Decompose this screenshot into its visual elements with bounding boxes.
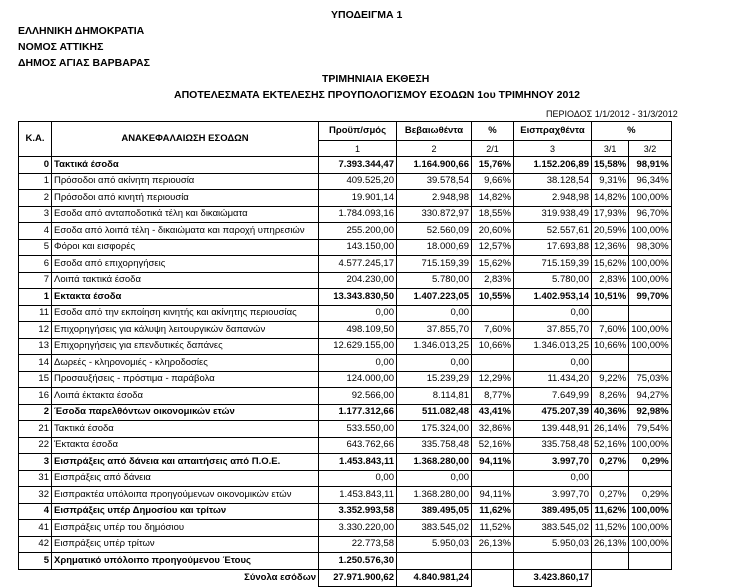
cell-certified: 5.780,00 [397,272,472,289]
cell-pct-2-1 [472,305,514,322]
totals-p32-blank [629,569,672,586]
cell-pct-3-2: 100,00% [629,322,672,339]
cell-collected: 38.128,54 [514,173,592,190]
cell-pct-2-1: 15,62% [472,256,514,273]
cell-collected: 5.780,00 [514,272,592,289]
cell-collected: 0,00 [514,305,592,322]
cell-collected: 3.997,70 [514,454,592,471]
cell-budget: 1.453.843,11 [319,487,397,504]
cell-ka: 5 [19,239,52,256]
cell-ka: 5 [19,553,52,570]
cell-budget: 0,00 [319,305,397,322]
cell-pct-3-2: 100,00% [629,338,672,355]
cell-pct-2-1: 32,86% [472,421,514,438]
col-sub-collected: 3 [514,141,592,157]
header-row [19,122,672,141]
cell-certified: 5.950,03 [397,536,472,553]
cell-pct-2-1: 11,62% [472,503,514,520]
cell-ka: 7 [19,272,52,289]
cell-pct-2-1: 7,60% [472,322,514,339]
cell-certified: 1.164.900,66 [397,157,472,174]
cell-ka: 6 [19,256,52,273]
table-row [19,322,672,339]
cell-collected: 475.207,39 [514,404,592,421]
cell-pct-2-1: 26,13% [472,536,514,553]
table-row [19,536,672,553]
cell-label: Πρόσοδοι από κινητή περιουσία [52,190,319,207]
cell-pct-3-1 [592,470,629,487]
cell-pct-3-2: 100,00% [629,437,672,454]
cell-collected: 0,00 [514,355,592,372]
cell-pct-3-2: 94,27% [629,388,672,405]
col-sub-p32: 3/2 [629,141,672,157]
cell-ka: 16 [19,388,52,405]
cell-budget: 1.784.093,16 [319,206,397,223]
cell-pct-3-2: 100,00% [629,520,672,537]
cell-pct-3-1: 17,93% [592,206,629,223]
table-row [19,157,672,174]
cell-pct-3-1: 26,13% [592,536,629,553]
cell-label: Εσοδα από την εκποίηση κινητής και ακίνητης περιουσίας [52,305,319,322]
cell-label: Εισπράξεις υπέρ τρίτων [52,536,319,553]
cell-label: Εισπράξεις υπέρ του δημόσιου [52,520,319,537]
cell-certified: 0,00 [397,305,472,322]
cell-pct-3-1: 9,22% [592,371,629,388]
cell-budget: 22.773,58 [319,536,397,553]
table-row [19,173,672,190]
cell-ka: 15 [19,371,52,388]
cell-label: Πρόσοδοι από ακίνητη περιουσία [52,173,319,190]
model-label: ΥΠΟΔΕΙΓΜΑ 1 [331,9,403,21]
cell-pct-3-1 [592,305,629,322]
cell-certified: 18.000,69 [397,239,472,256]
cell-budget: 143.150,00 [319,239,397,256]
cell-pct-3-2: 0,29% [629,487,672,504]
cell-collected: 2.948,98 [514,190,592,207]
cell-pct-3-2 [629,355,672,372]
col-ka-header: Κ.Α. [19,122,52,157]
table-row [19,421,672,438]
table-row [19,338,672,355]
table-row [19,404,672,421]
cell-pct-2-1: 9,66% [472,173,514,190]
cell-collected: 1.402.953,14 [514,289,592,306]
cell-certified: 330.872,97 [397,206,472,223]
cell-pct-3-1 [592,553,629,570]
cell-ka: 1 [19,289,52,306]
totals-pct-blank [472,569,514,586]
table-row [19,520,672,537]
cell-label: Εσοδα από λοιπά τέλη - δικαιώματα και παροχή υπηρεσιών [52,223,319,240]
col-sub-certified: 2 [397,141,472,157]
cell-pct-3-2 [629,305,672,322]
cell-label: Εισπράξεις από δάνεια και απαιτήσεις από Π.Ο.Ε. [52,454,319,471]
cell-certified: 8.114,81 [397,388,472,405]
cell-pct-3-2: 100,00% [629,503,672,520]
cell-certified: 715.159,39 [397,256,472,273]
col-collected-header: Εισπραχθέντα [514,122,592,141]
org-line-3: ΔΗΜΟΣ ΑΓΙΑΣ ΒΑΡΒΑΡΑΣ [18,57,150,69]
cell-pct-2-1: 10,66% [472,338,514,355]
table-row [19,355,672,372]
cell-collected: 52.557,61 [514,223,592,240]
cell-budget: 255.200,00 [319,223,397,240]
totals-label: Σύνολα εσόδων [19,569,319,586]
cell-pct-3-1 [592,355,629,372]
totals-p31-blank [592,569,629,586]
cell-collected: 7.649,99 [514,388,592,405]
cell-collected: 383.545,02 [514,520,592,537]
table-row [19,256,672,273]
cell-pct-3-1: 14,82% [592,190,629,207]
cell-ka: 4 [19,503,52,520]
cell-pct-3-2: 0,29% [629,454,672,471]
cell-ka: 4 [19,223,52,240]
cell-budget: 0,00 [319,355,397,372]
cell-ka: 13 [19,338,52,355]
table-row [19,503,672,520]
cell-pct-3-1: 7,60% [592,322,629,339]
table-row [19,437,672,454]
cell-pct-2-1: 12,57% [472,239,514,256]
cell-label: Έσοδα παρελθόντων οικονομικών ετών [52,404,319,421]
cell-pct-3-1: 10,66% [592,338,629,355]
cell-pct-3-2: 100,00% [629,256,672,273]
cell-certified: 39.578,54 [397,173,472,190]
cell-budget: 3.352.993,58 [319,503,397,520]
totals-collected: 3.423.860,17 [514,569,592,586]
col-pct-header: % [472,122,514,141]
cell-certified: 511.082,48 [397,404,472,421]
table-row [19,272,672,289]
cell-budget: 13.343.830,50 [319,289,397,306]
cell-collected: 1.346.013,25 [514,338,592,355]
cell-budget: 409.525,20 [319,173,397,190]
cell-pct-2-1 [472,355,514,372]
cell-ka: 31 [19,470,52,487]
cell-budget: 92.566,00 [319,388,397,405]
cell-pct-3-1: 0,27% [592,487,629,504]
cell-collected: 3.997,70 [514,487,592,504]
cell-collected: 335.758,48 [514,437,592,454]
cell-pct-3-1: 15,58% [592,157,629,174]
cell-pct-2-1 [472,553,514,570]
cell-budget: 3.330.220,00 [319,520,397,537]
cell-collected: 1.152.206,89 [514,157,592,174]
cell-label: Επιχορηγήσεις για επενδυτικές δαπάνες [52,338,319,355]
cell-label: Έκτακτα έσοδα [52,437,319,454]
cell-budget: 1.177.312,66 [319,404,397,421]
cell-ka: 0 [19,157,52,174]
cell-ka: 3 [19,206,52,223]
cell-certified [397,553,472,570]
table-row [19,470,672,487]
cell-label: Λοιπά έκτακτα έσοδα [52,388,319,405]
cell-pct-2-1: 15,76% [472,157,514,174]
cell-budget: 498.109,50 [319,322,397,339]
cell-certified: 37.855,70 [397,322,472,339]
col-pct2-header: % [592,122,672,141]
cell-pct-3-2: 92,98% [629,404,672,421]
col-sub-budget: 1 [319,141,397,157]
cell-certified: 2.948,98 [397,190,472,207]
cell-budget: 19.901,14 [319,190,397,207]
cell-collected: 0,00 [514,470,592,487]
cell-ka: 2 [19,190,52,207]
cell-ka: 14 [19,355,52,372]
cell-pct-3-2: 98,91% [629,157,672,174]
cell-label: Λοιπά τακτικά έσοδα [52,272,319,289]
cell-label: Φόροι και εισφορές [52,239,319,256]
cell-certified: 1.346.013,25 [397,338,472,355]
col-sub-pct: 2/1 [472,141,514,157]
cell-pct-2-1: 20,60% [472,223,514,240]
cell-pct-2-1: 11,52% [472,520,514,537]
cell-collected: 17.693,88 [514,239,592,256]
cell-budget: 7.393.344,47 [319,157,397,174]
cell-budget: 124.000,00 [319,371,397,388]
cell-pct-3-2: 79,54% [629,421,672,438]
cell-pct-3-1: 0,27% [592,454,629,471]
cell-pct-2-1: 18,55% [472,206,514,223]
cell-label: Χρηματικό υπόλοιπο προηγούμενου Έτους [52,553,319,570]
cell-pct-3-2: 75,03% [629,371,672,388]
cell-budget: 4.577.245,17 [319,256,397,273]
table-row [19,371,672,388]
cell-pct-3-1: 2,83% [592,272,629,289]
cell-pct-3-2: 96,70% [629,206,672,223]
cell-certified: 335.758,48 [397,437,472,454]
cell-pct-3-2: 99,70% [629,289,672,306]
org-line-2: ΝΟΜΟΣ ΑΤΤΙΚΗΣ [18,41,104,53]
totals-certified: 4.840.981,24 [397,569,472,586]
cell-ka: 21 [19,421,52,438]
cell-pct-2-1: 14,82% [472,190,514,207]
cell-pct-3-2: 98,30% [629,239,672,256]
table-row [19,305,672,322]
cell-ka: 11 [19,305,52,322]
table-row [19,553,672,570]
cell-budget: 12.629.155,00 [319,338,397,355]
cell-label: Εισπράξεις από δάνεια [52,470,319,487]
cell-certified: 175.324,00 [397,421,472,438]
cell-pct-3-1: 8,26% [592,388,629,405]
cell-pct-3-1: 9,31% [592,173,629,190]
cell-pct-3-1: 12,36% [592,239,629,256]
cell-label: Δωρεές - κληρονομιές - κληροδοσίες [52,355,319,372]
cell-budget: 1.250.576,30 [319,553,397,570]
table-row [19,487,672,504]
cell-pct-2-1: 94,11% [472,454,514,471]
table-row [19,454,672,471]
cell-budget: 0,00 [319,470,397,487]
cell-budget: 204.230,00 [319,272,397,289]
table-row [19,388,672,405]
cell-pct-3-2 [629,470,672,487]
cell-ka: 3 [19,454,52,471]
cell-pct-2-1: 43,41% [472,404,514,421]
cell-collected: 5.950,03 [514,536,592,553]
totals-row [19,569,672,586]
totals-budget: 27.971.900,62 [319,569,397,586]
table-row [19,289,672,306]
cell-collected [514,553,592,570]
cell-pct-2-1: 8,77% [472,388,514,405]
cell-pct-3-1: 26,14% [592,421,629,438]
cell-ka: 12 [19,322,52,339]
cell-collected: 319.938,49 [514,206,592,223]
cell-label: Εσοδα από επιχορηγήσεις [52,256,319,273]
revenue-table [18,121,672,587]
cell-budget: 533.550,00 [319,421,397,438]
table-row [19,206,672,223]
cell-pct-3-1: 15,62% [592,256,629,273]
cell-ka: 41 [19,520,52,537]
table-row [19,223,672,240]
cell-pct-3-2: 100,00% [629,272,672,289]
cell-certified: 389.495,05 [397,503,472,520]
cell-pct-3-1: 10,51% [592,289,629,306]
cell-budget: 1.453.843,11 [319,454,397,471]
cell-pct-3-1: 11,62% [592,503,629,520]
cell-collected: 389.495,05 [514,503,592,520]
col-certified-header: Βεβαιωθέντα [397,122,472,141]
cell-ka: 42 [19,536,52,553]
cell-certified: 0,00 [397,470,472,487]
cell-label: Τακτικά έσοδα [52,421,319,438]
cell-pct-2-1: 2,83% [472,272,514,289]
col-budget-header: Προϋπ/σμός [319,122,397,141]
cell-pct-3-1: 40,36% [592,404,629,421]
cell-collected: 715.159,39 [514,256,592,273]
col-sub-p31: 3/1 [592,141,629,157]
cell-pct-3-2: 100,00% [629,190,672,207]
cell-label: Εκτακτα έσοδα [52,289,319,306]
table-row [19,190,672,207]
cell-certified: 1.407.223,05 [397,289,472,306]
cell-collected: 37.855,70 [514,322,592,339]
cell-certified: 0,00 [397,355,472,372]
cell-ka: 32 [19,487,52,504]
cell-pct-3-1: 52,16% [592,437,629,454]
cell-label: Επιχορηγήσεις για κάλυψη λειτουργικών δαπανών [52,322,319,339]
cell-ka: 1 [19,173,52,190]
org-line-1: ΕΛΛΗΝΙΚΗ ΔΗΜΟΚΡΑΤΙΑ [18,25,145,37]
cell-pct-3-1: 11,52% [592,520,629,537]
col-summary-header: ΑΝΑΚΕΦΑΛΑΙΩΣΗ ΕΣΟΔΩΝ [52,122,319,157]
period-label: ΠΕΡΙΟΔΟΣ 1/1/2012 - 31/3/2012 [546,109,678,119]
cell-certified: 383.545,02 [397,520,472,537]
cell-pct-3-2: 100,00% [629,223,672,240]
table-row [19,239,672,256]
cell-collected: 139.448,91 [514,421,592,438]
cell-pct-2-1 [472,470,514,487]
cell-pct-2-1: 94,11% [472,487,514,504]
cell-certified: 1.368.280,00 [397,454,472,471]
report-title: ΤΡΙΜΗΝΙΑΙΑ ΕΚΘΕΣΗ [322,73,430,85]
cell-label: Προσαυξήσεις - πρόστιμα - παράβολα [52,371,319,388]
cell-pct-2-1: 52,16% [472,437,514,454]
cell-budget: 643.762,66 [319,437,397,454]
cell-certified: 1.368.280,00 [397,487,472,504]
cell-label: Τακτικά έσοδα [52,157,319,174]
cell-certified: 15.239,29 [397,371,472,388]
cell-ka: 2 [19,404,52,421]
cell-pct-3-2: 96,34% [629,173,672,190]
cell-pct-2-1: 12,29% [472,371,514,388]
cell-label: Εισπρακτέα υπόλοιπα προηγούμενων οικονομικών ετών [52,487,319,504]
cell-pct-3-2: 100,00% [629,536,672,553]
cell-pct-2-1: 10,55% [472,289,514,306]
cell-pct-3-1: 20,59% [592,223,629,240]
table-body [19,122,672,587]
cell-collected: 11.434,20 [514,371,592,388]
cell-ka: 22 [19,437,52,454]
cell-certified: 52.560,09 [397,223,472,240]
cell-label: Εσοδα από ανταποδοτικά τέλη και δικαιώματα [52,206,319,223]
cell-pct-3-2 [629,553,672,570]
report-subtitle: ΑΠΟΤΕΛΕΣΜΑΤΑ ΕΚΤΕΛΕΣΗΣ ΠΡΟΥΠΟΛΟΓΙΣΜΟΥ ΕΣΟΔΩΝ 1ου ΤΡΙΜΗΝΟΥ 2012 [174,89,580,101]
cell-label: Εισπράξεις υπέρ Δημοσίου και τρίτων [52,503,319,520]
